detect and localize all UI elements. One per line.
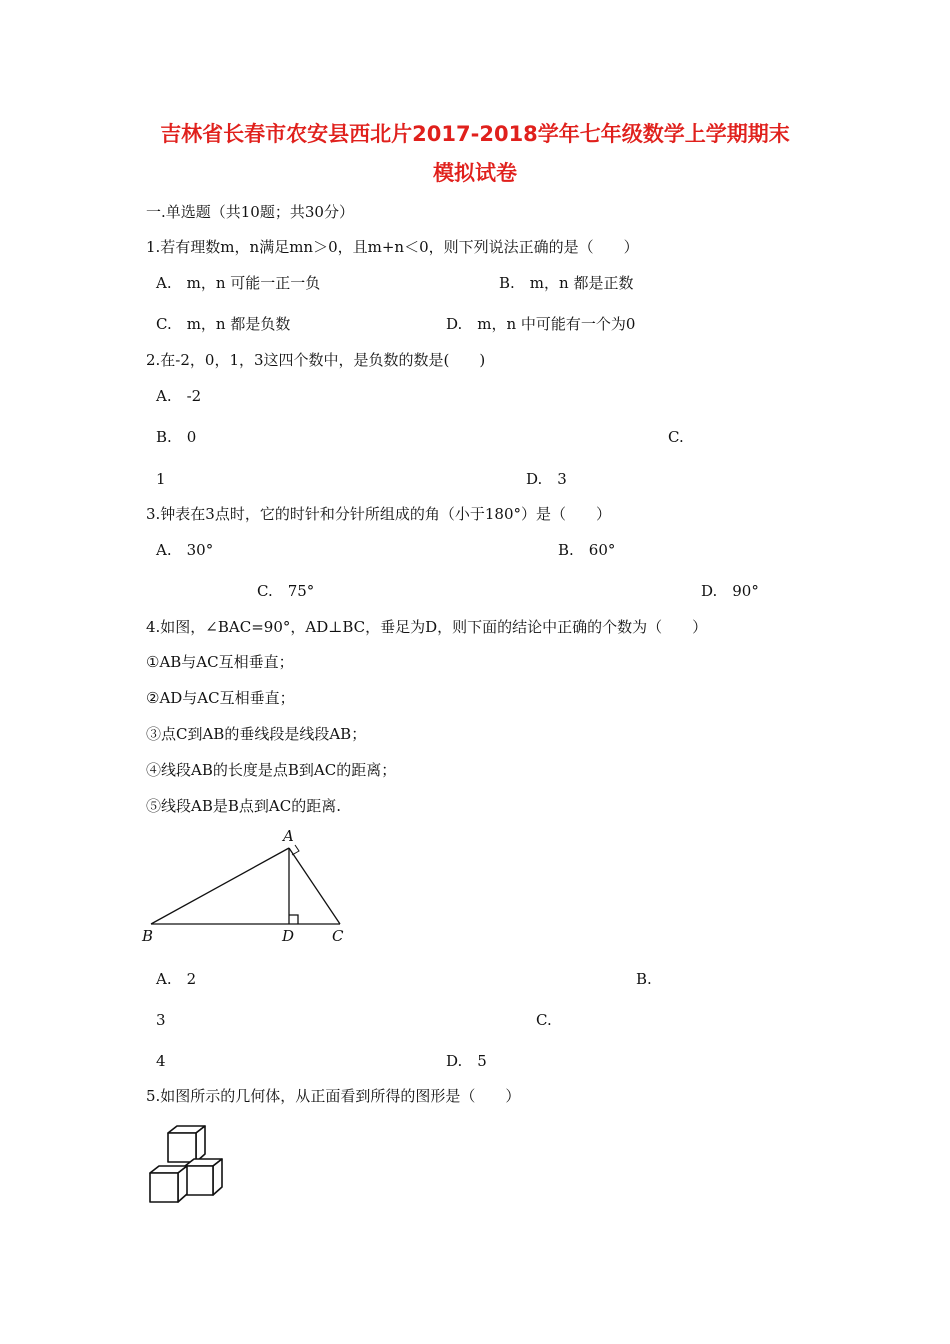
- option-c: C.: [536, 1011, 552, 1029]
- option-b: B. 0: [156, 428, 197, 446]
- option-b: B.: [636, 970, 652, 988]
- statement-3: ③点C到AB的垂线段是线段AB；: [146, 725, 367, 743]
- option-c-value: 1: [156, 470, 166, 488]
- option-c: C. m，n 都是负数: [156, 315, 291, 333]
- question-stem: 4.如图，∠BAC=90°，AD⊥BC，垂足为D，则下面的结论中正确的个数为（ ）: [146, 618, 708, 636]
- option-a: A. m，n 可能一正一负: [156, 274, 321, 292]
- statement-2: ②AD与AC互相垂直；: [146, 689, 295, 707]
- question-stem: 2.在-2，0，1，3这四个数中，是负数的数是( ): [146, 351, 486, 369]
- question-stem: 1.若有理数m，n满足mn＞0，且m+n＜0，则下列说法正确的是（ ）: [146, 238, 639, 256]
- label-d: D: [282, 927, 295, 945]
- option-c: C.: [668, 428, 684, 446]
- option-c: C. 75°: [257, 582, 315, 600]
- cube-stack-figure: [145, 1122, 230, 1207]
- option-a: A. 30°: [156, 541, 214, 559]
- option-a: A. -2: [156, 387, 202, 405]
- statement-4: ④线段AB的长度是点B到AC的距离；: [146, 761, 397, 779]
- statement-1: ①AB与AC互相垂直；: [146, 653, 294, 671]
- option-d: D. 3: [526, 470, 567, 488]
- title-line-1: 吉林省长春市农安县西北片2017-2018学年七年级数学上学期期末: [160, 122, 790, 146]
- option-b-value: 3: [156, 1011, 166, 1029]
- option-d: D. 90°: [701, 582, 759, 600]
- option-b: B. 60°: [558, 541, 616, 559]
- label-c: C: [332, 927, 344, 945]
- question-stem: 3.钟表在3点时，它的时针和分针所组成的角（小于180°）是（ ）: [146, 505, 611, 523]
- title-line-2: 模拟试卷: [433, 161, 517, 185]
- label-b: B: [142, 927, 154, 945]
- option-d: D. m，n 中可能有一个为0: [446, 315, 636, 333]
- question-stem: 5.如图所示的几何体，从正面看到所得的图形是（ ）: [146, 1087, 521, 1105]
- section-heading: 一.单选题（共10题；共30分）: [146, 203, 354, 221]
- option-b: B. m，n 都是正数: [499, 274, 634, 292]
- option-c-value: 4: [156, 1052, 166, 1070]
- triangle-figure: [140, 824, 360, 949]
- label-a: A: [283, 827, 294, 845]
- option-d: D. 5: [446, 1052, 487, 1070]
- option-a: A. 2: [156, 970, 197, 988]
- statement-5: ⑤线段AB是B点到AC的距离.: [146, 797, 341, 815]
